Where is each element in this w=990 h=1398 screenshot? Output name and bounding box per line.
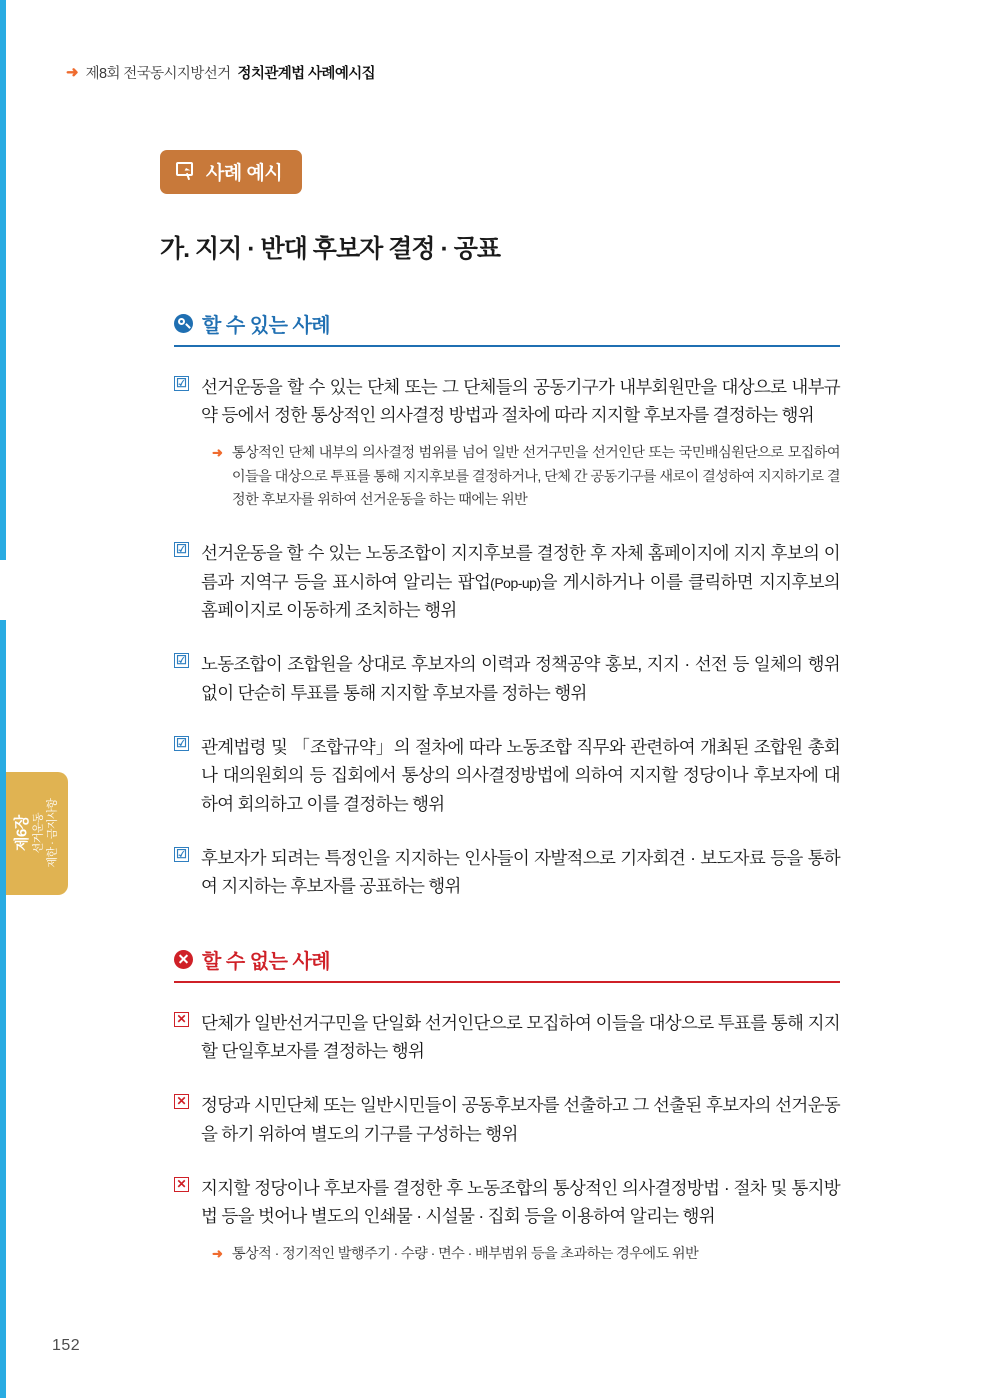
list-item-text: 지지할 정당이나 후보자를 결정한 후 노동조합의 통상적인 의사결정방법 · 절차 및 통지방법 등을 벗어나 별도의 인쇄물 · 시설물 · 집회 등을 이용하여 알리는 행위 bbox=[201, 1178, 840, 1227]
chapter-subtitle-line2: 제한 · 금지사항 bbox=[46, 798, 59, 869]
case-example-badge-label: 사례 예시 bbox=[206, 163, 283, 184]
list-item-text-part1: 선거운동을 할 수 있는 노동조합이 지지후보를 결정한 후 자체 홈페이지에 지지 후보의 이름과 지역구 등을 표시하여 알리는 팝업 bbox=[201, 543, 840, 592]
checkbox-x-icon: ✕ bbox=[174, 1012, 189, 1027]
list-item bbox=[160, 1009, 840, 1066]
checkbox-checked-icon: ☑ bbox=[174, 736, 189, 751]
list-item-text bbox=[201, 539, 840, 624]
checkbox-x-icon: ✕ bbox=[174, 1094, 189, 1109]
chapter-side-tab bbox=[6, 772, 68, 895]
list-item-text: 단체가 일반선거구민을 단일화 선거인단으로 모집하여 이들을 대상으로 투표를 통해 지지할 단일후보자를 결정하는 행위 bbox=[201, 1012, 840, 1062]
monitor-cursor-icon bbox=[176, 162, 197, 181]
can-group-divider bbox=[174, 345, 840, 347]
arrow-right-icon: ➜ bbox=[66, 64, 79, 81]
magnifier-circle-icon bbox=[174, 314, 193, 333]
list-item bbox=[160, 650, 840, 707]
list-item bbox=[160, 1091, 840, 1148]
list-item-text: 후보자가 되려는 특정인을 지지하는 인사들이 자발적으로 기자회견 · 보도자료 등을 통하여 지지하는 후보자를 공표하는 행위 bbox=[201, 848, 840, 897]
left-edge-bar-gap bbox=[0, 560, 6, 620]
cannot-group-heading bbox=[160, 945, 840, 974]
arrow-right-icon: ➜ bbox=[212, 444, 223, 460]
arrow-right-icon: ➜ bbox=[212, 1245, 223, 1261]
left-edge-bar-top bbox=[0, 0, 6, 560]
case-example-badge bbox=[160, 150, 302, 194]
can-group-label: 할 수 있는 사례 bbox=[202, 315, 331, 337]
list-item-note-text: 통상적인 단체 내부의 의사결정 범위를 넘어 일반 선거구민을 선거인단 또는 국민배심원단으로 모집하여 이들을 대상으로 투표를 통해 지지후보를 결정하거나, 단체 간 공동기구를 새로이 결성하여 지지하기로 결정한 후보자를 위하여 선거운동을 하는 때에는 위반 bbox=[231, 444, 840, 509]
list-item-note bbox=[160, 1243, 840, 1267]
list-item-text: 노동조합이 조합원을 상대로 후보자의 이력과 정책공약 홍보, 지지 · 선전 등 일체의 행위 없이 단순히 투표를 통해 지지할 후보자를 정하는 행위 bbox=[201, 654, 840, 703]
checkbox-checked-icon: ☑ bbox=[174, 376, 189, 391]
page-content bbox=[160, 150, 840, 1267]
list-item bbox=[160, 539, 840, 624]
chapter-number: 제6장 bbox=[13, 815, 31, 852]
cannot-group-divider bbox=[174, 981, 840, 983]
list-item bbox=[160, 733, 840, 818]
page-header bbox=[66, 62, 375, 83]
list-item-text-popup: (Pop-up) bbox=[490, 574, 541, 591]
list-item bbox=[160, 373, 840, 430]
x-circle-icon bbox=[174, 950, 193, 969]
header-election-name: 제8회 전국동시지방선거 bbox=[85, 66, 231, 82]
checkbox-checked-icon: ☑ bbox=[174, 542, 189, 557]
list-item-note-text: 통상적 · 정기적인 발행주기 · 수량 · 면수 · 배부범위 등을 초과하는 경우에도 위반 bbox=[231, 1245, 699, 1262]
list-item-text: 선거운동을 할 수 있는 단체 또는 그 단체들의 공동기구가 내부회원만을 대상으로 내부규약 등에서 정한 통상적인 의사결정 방법과 절차에 따라 지지할 후보자를 결정하는 행위 bbox=[201, 377, 840, 426]
list-item-text: 관계법령 및 「조합규약」의 절차에 따라 노동조합 직무와 관련하여 개최된 조합원 총회나 대의원회의 등 집회에서 통상의 의사결정방법에 의하여 지지할 정당이나 후보자에 대하여 회의하고 이를 결정하는 행위 bbox=[201, 736, 840, 814]
checkbox-checked-icon: ☑ bbox=[174, 653, 189, 668]
checkbox-x-icon: ✕ bbox=[174, 1177, 189, 1192]
can-group-heading bbox=[160, 309, 840, 338]
cannot-group-label: 할 수 없는 사례 bbox=[202, 950, 331, 973]
checkbox-checked-icon: ☑ bbox=[174, 847, 189, 862]
list-item bbox=[160, 844, 840, 901]
list-item-text-part2: 을 게시하거나 이를 클릭하면 지지후보의 홈페이지로 이동하게 조치하는 행위 bbox=[201, 571, 841, 620]
page-number: 152 bbox=[52, 1337, 81, 1354]
header-book-title: 정치관계법 사례예시집 bbox=[237, 66, 376, 82]
left-edge-bar-bottom bbox=[0, 620, 6, 1398]
list-item-text: 정당과 시민단체 또는 일반시민들이 공동후보자를 선출하고 그 선출된 후보자의 선거운동을 하기 위하여 별도의 기구를 구성하는 행위 bbox=[201, 1095, 840, 1144]
chapter-subtitle-line1: 선거운동 bbox=[32, 813, 45, 854]
list-item bbox=[160, 1174, 840, 1231]
list-item-note bbox=[160, 442, 840, 514]
page-title: 가. 지지 · 반대 후보자 결정 · 공표 bbox=[160, 235, 501, 263]
